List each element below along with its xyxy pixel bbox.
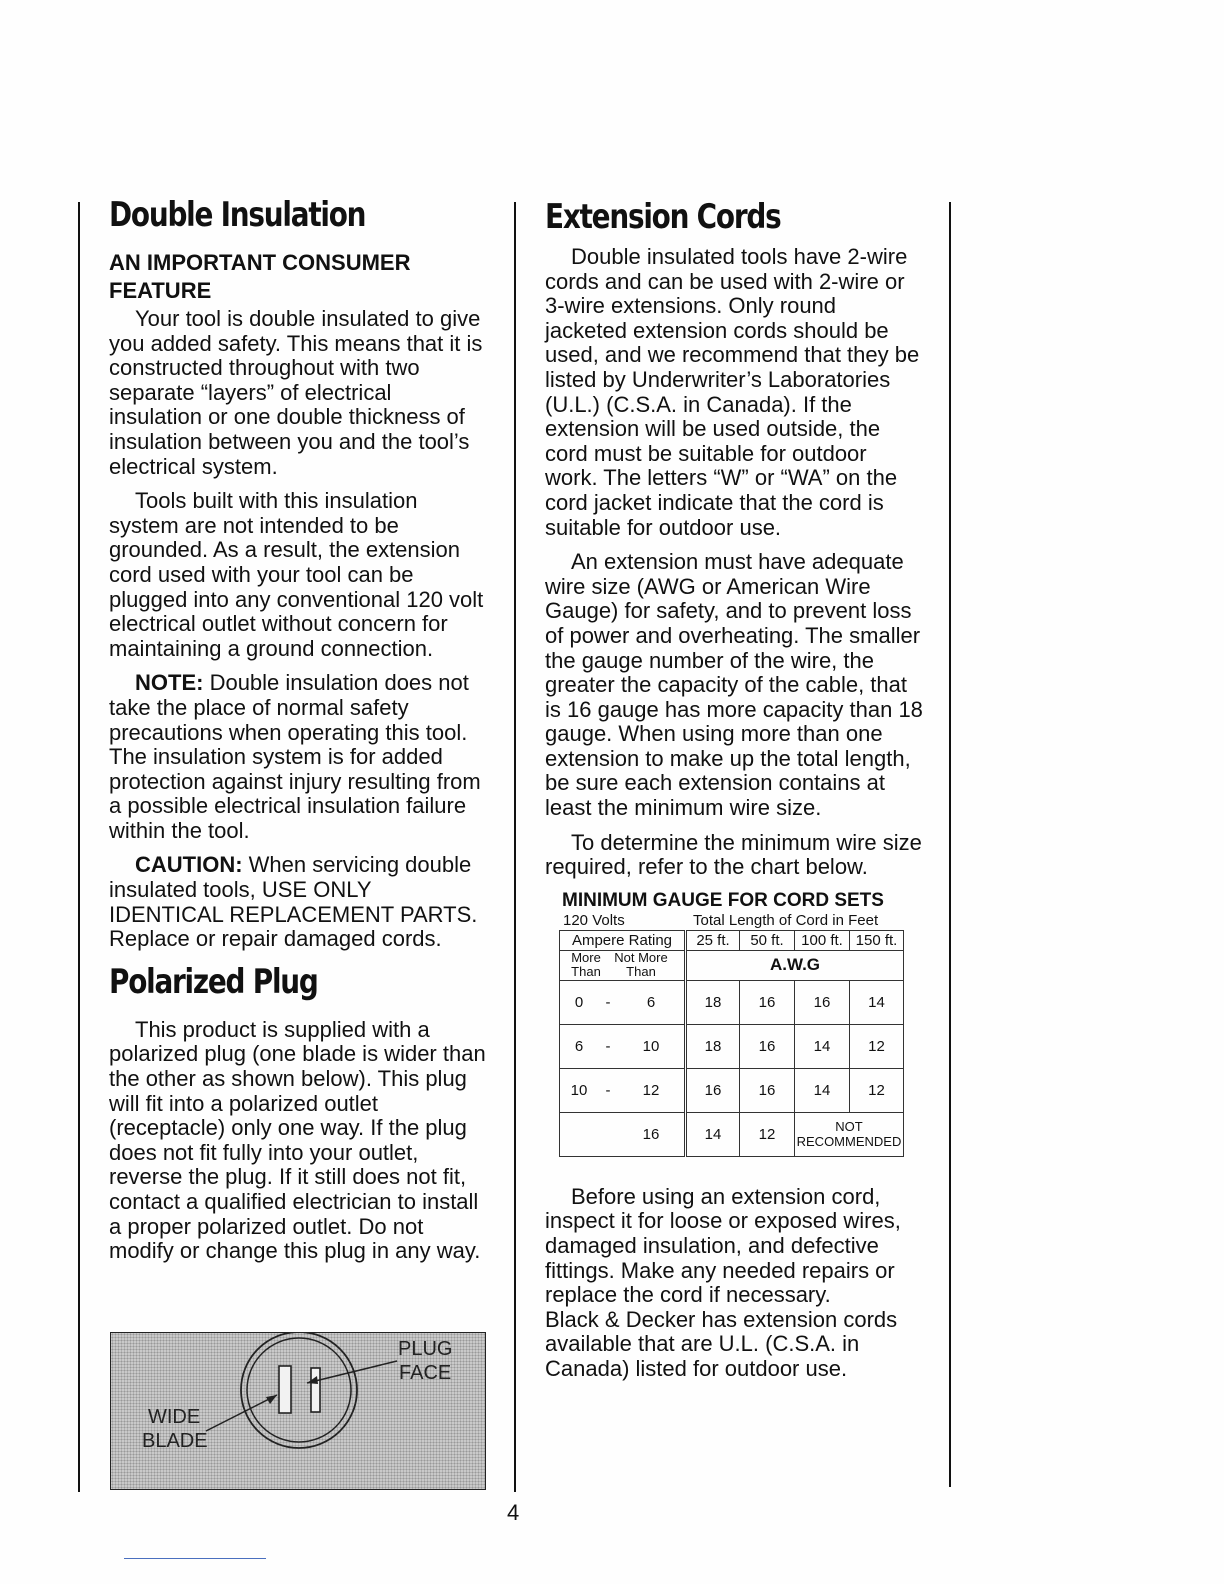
awg-header: A.W.G	[686, 950, 904, 980]
table-row	[560, 1024, 904, 1068]
plug-face-figure	[110, 1332, 486, 1490]
more-than-label: More Than	[571, 950, 601, 980]
not-more-than-cell: 10	[618, 1024, 686, 1068]
more-than-cell: 6	[560, 1024, 599, 1068]
double-insulation-heading: Double Insulation	[109, 195, 366, 235]
gauge-cell: 14	[795, 1068, 850, 1112]
extension-paragraph-4: Before using an extension cord, inspect it for loose or exposed wires, damaged insulation, and defective fittings. Make any needed repairs or replace the cord if necessary.	[545, 1183, 901, 1308]
wide-label: WIDE	[148, 1406, 201, 1428]
wide-blade-icon	[279, 1366, 291, 1413]
plug-label: PLUG	[398, 1338, 453, 1360]
page-number: 4	[507, 1500, 520, 1525]
range-dash: -	[598, 1068, 618, 1112]
length-header: 100 ft.	[795, 930, 850, 950]
not-recommended-cell	[795, 1112, 904, 1156]
gauge-cell: 14	[850, 980, 904, 1024]
gauge-chart-title: MINIMUM GAUGE FOR CORD SETS	[562, 889, 884, 911]
not-more-than-cell: 12	[618, 1068, 686, 1112]
column-divider-rule	[514, 202, 516, 1492]
ampere-range-header	[560, 950, 686, 980]
gauge-cell: 12	[740, 1112, 795, 1156]
caution-text: When servicing double insulated tools, USE ONLY IDENTICAL REPLACEMENT PARTS. Replace or repair damaged cords.	[109, 852, 478, 952]
gauge-cell: 12	[850, 1024, 904, 1068]
consumer-feature-subheading: AN IMPORTANT CONSUMER FEATURE	[109, 250, 411, 303]
caution-label: CAUTION:	[135, 852, 243, 878]
gauge-cell: 16	[686, 1068, 740, 1112]
left-margin-rule	[78, 202, 80, 1492]
length-header: 25 ft.	[686, 930, 740, 950]
not-more-than-label: Not More Than	[614, 950, 668, 980]
recommended-label: RECOMMENDED	[796, 1134, 902, 1150]
gauge-cell: 16	[795, 980, 850, 1024]
right-margin-rule	[949, 202, 951, 1487]
length-header: 150 ft.	[850, 930, 904, 950]
gauge-cell: 16	[740, 980, 795, 1024]
ampere-rating-header: Ampere Rating	[560, 930, 686, 950]
more-than-cell: 0	[560, 980, 599, 1024]
note-text: Double insulation does not take the place of normal safety precautions when operating this tool. The insulation system is for added protection against injury resulting from a possible electrical insulation failure within the tool.	[109, 670, 481, 843]
table-subheader-row	[560, 950, 904, 980]
length-header: 50 ft.	[740, 930, 795, 950]
gauge-cell: 18	[686, 1024, 740, 1068]
extension-paragraph-1: Double insulated tools have 2-wire cords and can be used with 2-wire or 3-wire extensions. Only round jacketed extension cords should be used, and we recommend that they be listed by Underwriter’s Laboratories (U.L.) (C.S.A. in Canada). If the extension will be used outside, the cord must be suitable for outdoor work. The letters “W” or “WA” on the cord jacket indicate that the cord is suitable for outdoor use.	[545, 244, 920, 540]
narrow-blade-icon	[311, 1368, 320, 1412]
not-more-than-cell: 16	[618, 1112, 686, 1156]
length-label: Total Length of Cord in Feet	[693, 911, 879, 929]
range-dash	[598, 1112, 618, 1156]
range-dash: -	[598, 980, 618, 1024]
gauge-cell: 18	[686, 980, 740, 1024]
extension-paragraph-3: To determine the minimum wire size required, refer to the chart below.	[545, 829, 922, 880]
caution-paragraph	[109, 853, 487, 951]
gauge-cell: 14	[795, 1024, 850, 1068]
more-than-cell: 10	[560, 1068, 599, 1112]
note-label: NOTE:	[135, 670, 204, 696]
extension-paragraph-5: Black & Decker has extension cords available that are U.L. (C.S.A. in Canada) listed for outdoor use.	[545, 1306, 898, 1381]
table-row	[560, 1112, 904, 1156]
gauge-cell: 12	[850, 1068, 904, 1112]
gauge-cell: 14	[686, 1112, 740, 1156]
extension-paragraph-2: An extension must have adequate wire size (AWG or American Wire Gauge) for safety, and to prevent loss of power and overheating. The smaller the gauge number of the wire, the greater the capacity of the cable, that is 16 gauge has more capacity than 18 gauge. When using more than one extension to make up the total length, be sure each extension contains at least the minimum wire size.	[545, 549, 923, 821]
volts-label: 120 Volts	[563, 911, 625, 929]
gauge-cell: 16	[740, 1024, 795, 1068]
left-column	[109, 195, 487, 1274]
blade-label: BLADE	[142, 1430, 208, 1452]
gauge-cell: 16	[740, 1068, 795, 1112]
gauge-table	[559, 930, 904, 1157]
more-than-cell	[560, 1112, 599, 1156]
footer-line	[124, 1558, 266, 1559]
note-paragraph	[109, 671, 487, 843]
range-dash: -	[598, 1024, 618, 1068]
polarized-plug-heading: Polarized Plug	[109, 961, 318, 1002]
table-row	[560, 980, 904, 1024]
double-insulation-paragraph-1: Your tool is double insulated to give you added safety. This means that it is constructed throughout with two separate “layers” of electrical insulation or one double thickness of insulation between you and the tool’s electrical system.	[109, 306, 483, 479]
extension-cords-heading: Extension Cords	[545, 197, 781, 237]
table-row	[560, 1068, 904, 1112]
gauge-chart-subtitle	[545, 912, 923, 930]
right-column	[545, 197, 923, 1382]
polarized-plug-paragraph: This product is supplied with a polarized plug (one blade is wider than the other as shown below). This plug will fit into a polarized outlet (receptacle) only one way. If the plug does not fit fully into your outlet, reverse the plug. If it still does not fit, contact a qualified electrician to install a proper polarized outlet. Do not modify or change this plug in any way.	[109, 1016, 486, 1264]
face-label: FACE	[399, 1362, 452, 1384]
not-more-than-cell: 6	[618, 980, 686, 1024]
table-header-row	[560, 930, 904, 950]
double-insulation-paragraph-2: Tools built with this insulation system are not intended to be grounded. As a result, the extension cord used with your tool can be plugged into any conventional 120 volt electrical outlet without concern for maintaining a ground connection.	[109, 488, 484, 661]
not-label: NOT	[835, 1119, 863, 1135]
